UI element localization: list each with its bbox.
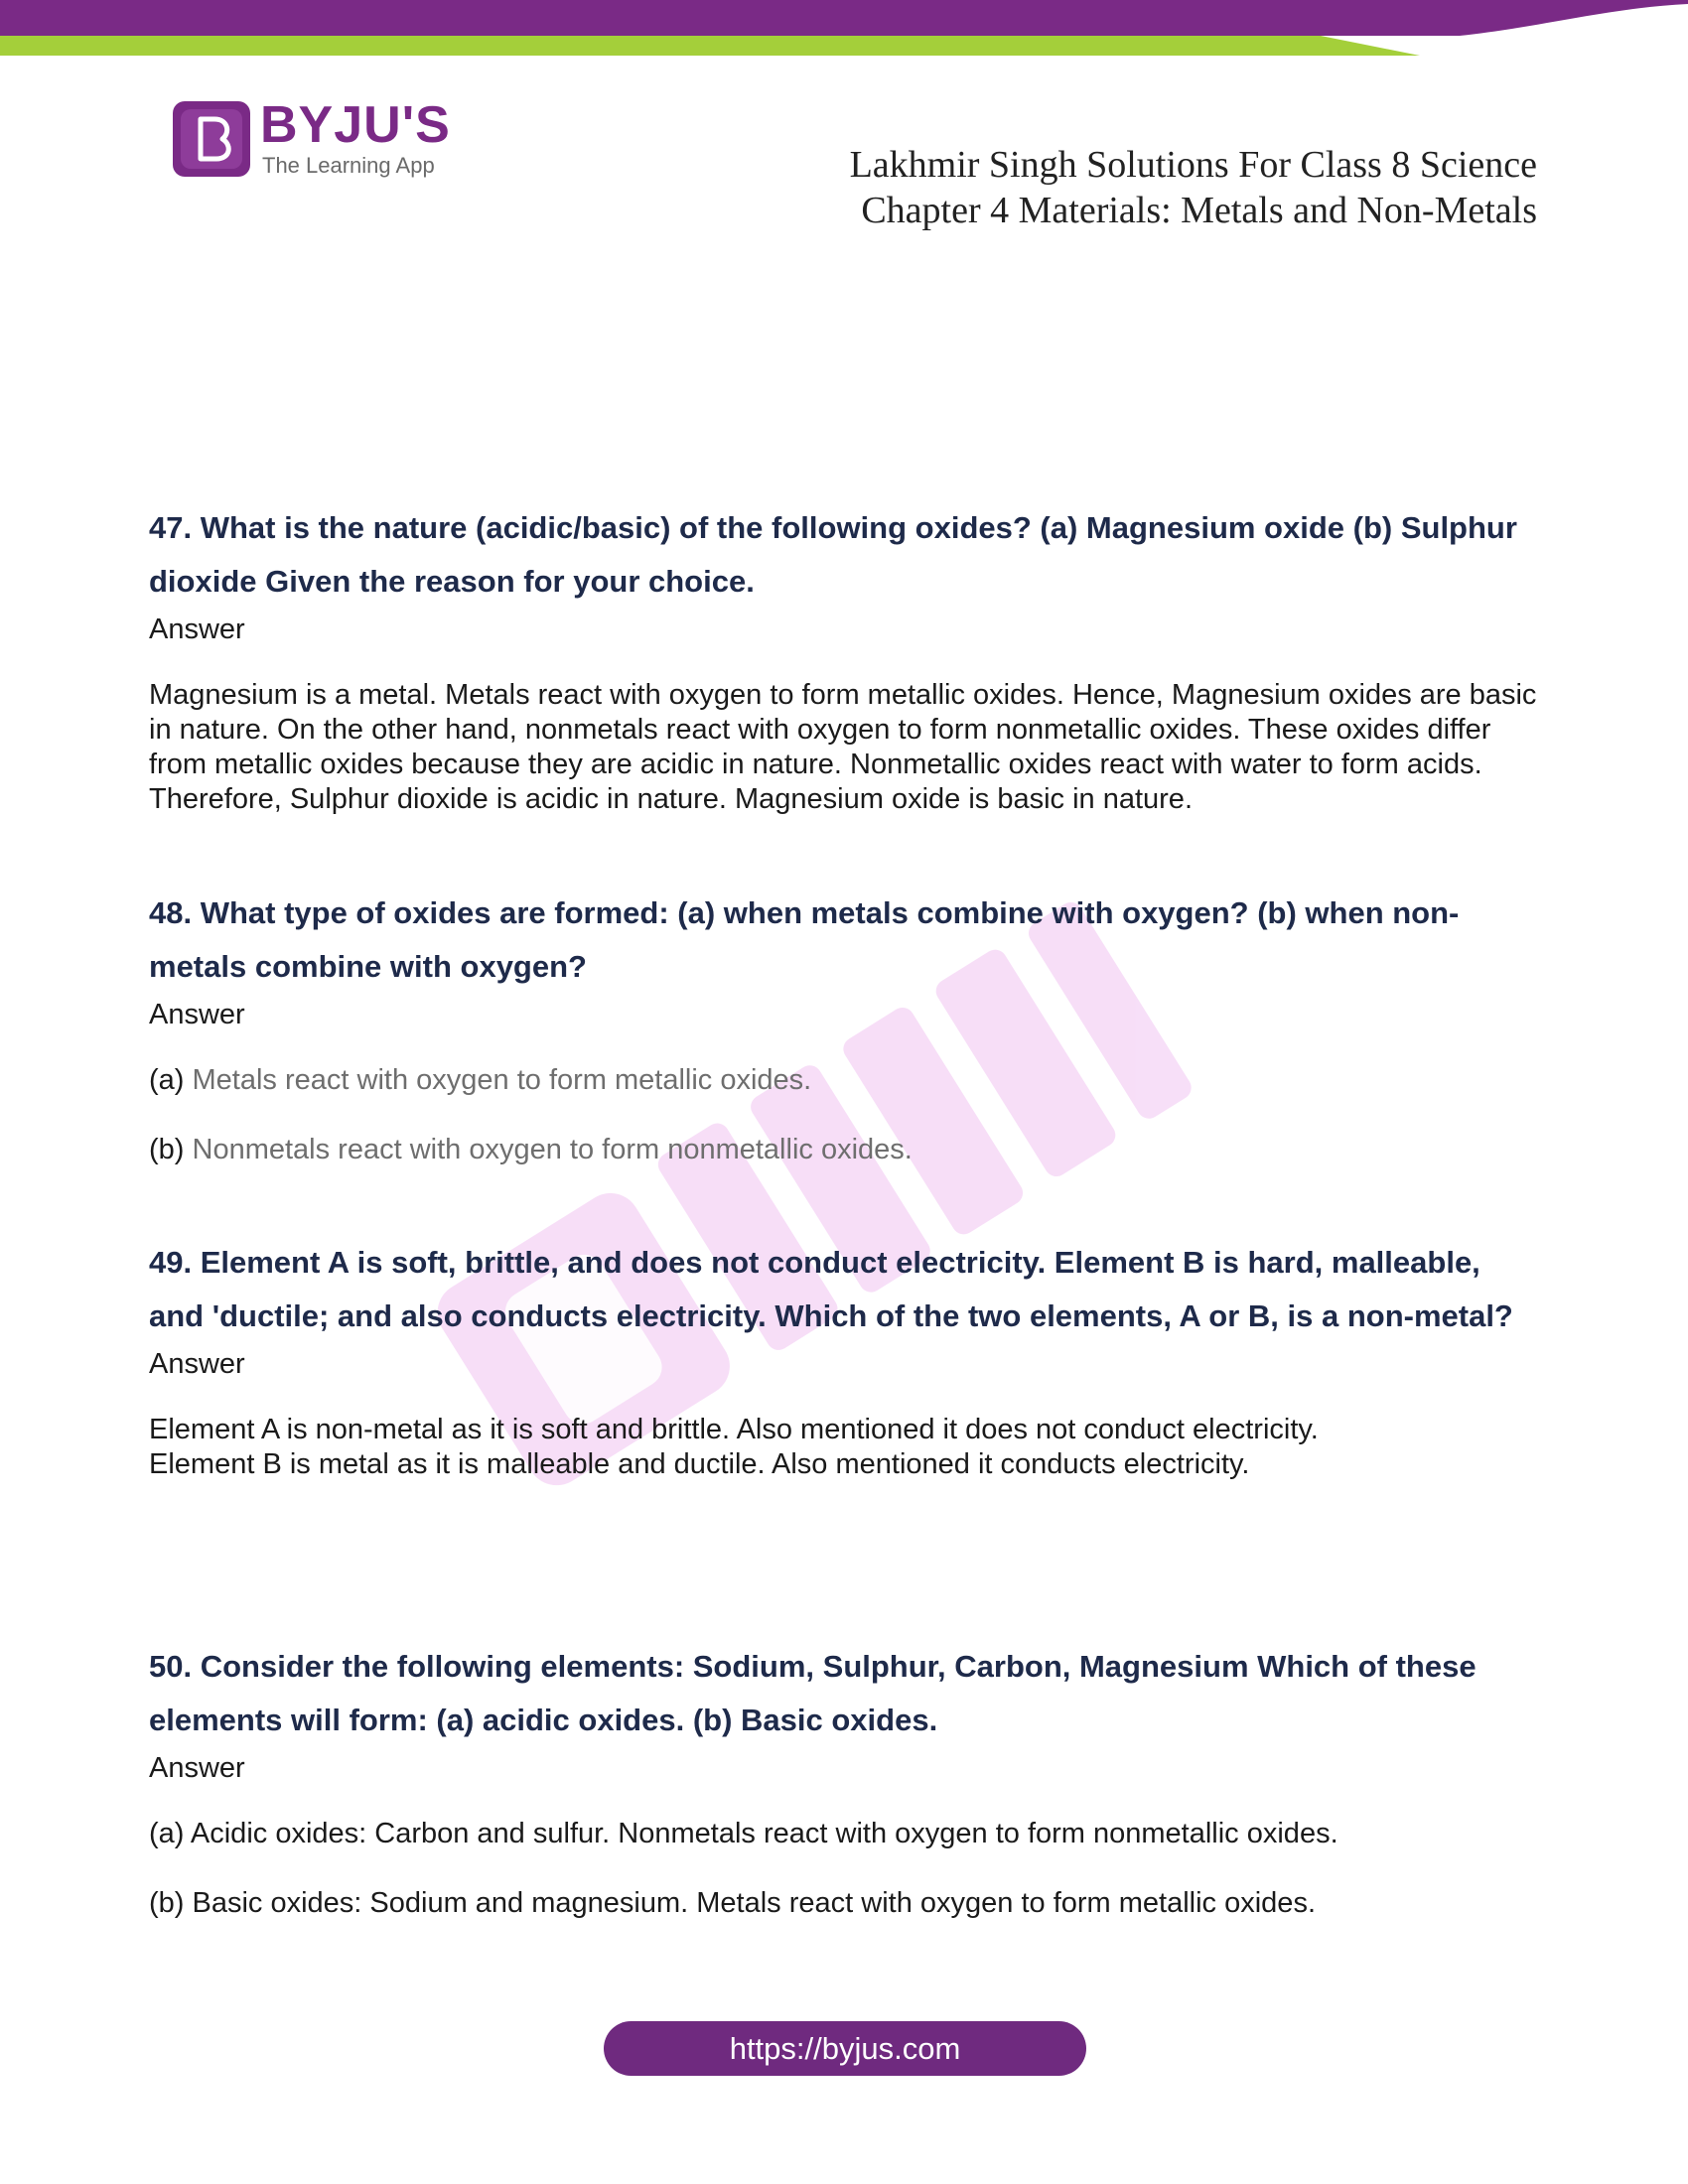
item-text: Metals react with oxygen to form metallic oxides. xyxy=(192,1064,812,1096)
title-line-1: Lakhmir Singh Solutions For Class 8 Science xyxy=(849,144,1537,186)
question-block-48 xyxy=(149,887,1539,1202)
answer-item: (a) Acidic oxides: Carbon and sulfur. Nonmetals react with oxygen to form nonmetallic oxides. xyxy=(149,1818,1338,1849)
answer-49-line-1: Element A is non-metal as it is soft and brittle. Also mentioned it does not conduct electricity. xyxy=(149,1414,1319,1445)
footer-url-link[interactable]: https://byjus.com xyxy=(604,2021,1086,2076)
answer-item xyxy=(149,1063,1539,1098)
answer-label: Answer xyxy=(149,614,245,645)
answer-label: Answer xyxy=(149,1348,245,1380)
question-block-47 xyxy=(149,501,1539,817)
answer-label: Answer xyxy=(149,999,245,1030)
logo-wordmark: BYJU'S xyxy=(260,96,451,154)
question-block-49 xyxy=(149,1236,1539,1482)
byjus-logo xyxy=(173,96,471,181)
question-50: 50. Consider the following elements: Sodium, Sulphur, Carbon, Magnesium Which of these elements will form: (a) acidic oxides. (b) Basic oxides. xyxy=(149,1649,1477,1737)
question-47: 47. What is the nature (acidic/basic) of the following oxides? (a) Magnesium oxide (b) Sulphur dioxide Given the reason for your choice. xyxy=(149,510,1517,599)
item-text: Nonmetals react with oxygen to form nonmetallic oxides. xyxy=(192,1134,913,1165)
question-48: 48. What type of oxides are formed: (a) when metals combine with oxygen? (b) when non-metals combine with oxygen? xyxy=(149,895,1460,984)
page-title xyxy=(850,142,1537,233)
title-line-2: Chapter 4 Materials: Metals and Non-Metals xyxy=(861,190,1537,231)
logo-tagline: The Learning App xyxy=(262,153,435,178)
logo-badge-icon xyxy=(173,101,250,177)
answer-49-line-2: Element B is metal as it is malleable and ductile. Also mentioned it conducts electricity. xyxy=(149,1448,1250,1480)
item-prefix: (b) xyxy=(149,1134,193,1165)
item-prefix: (a) xyxy=(149,1064,193,1096)
question-block-50 xyxy=(149,1640,1539,1956)
answer-item xyxy=(149,1133,1539,1167)
answer-47: Magnesium is a metal. Metals react with oxygen to form metallic oxides. Hence, Magnesium oxides are basic in nature. On the other hand, nonmetals react with oxygen to form nonmetallic oxides. These oxides differ from metallic oxides because they are acidic in nature. Nonmetallic oxides react with water to form acids. Therefore, Sulphur dioxide is acidic in nature. Magnesium oxide is basic in nature. xyxy=(149,679,1537,815)
answer-label: Answer xyxy=(149,1752,245,1784)
question-49: 49. Element A is soft, brittle, and does not conduct electricity. Element B is hard, malleable, and 'ductile; and also conducts electricity. Which of the two elements, A or B, is a non-metal? xyxy=(149,1245,1513,1333)
top-banner xyxy=(0,0,1688,60)
answer-item: (b) Basic oxides: Sodium and magnesium. Metals react with oxygen to form metallic oxides. xyxy=(149,1887,1316,1919)
